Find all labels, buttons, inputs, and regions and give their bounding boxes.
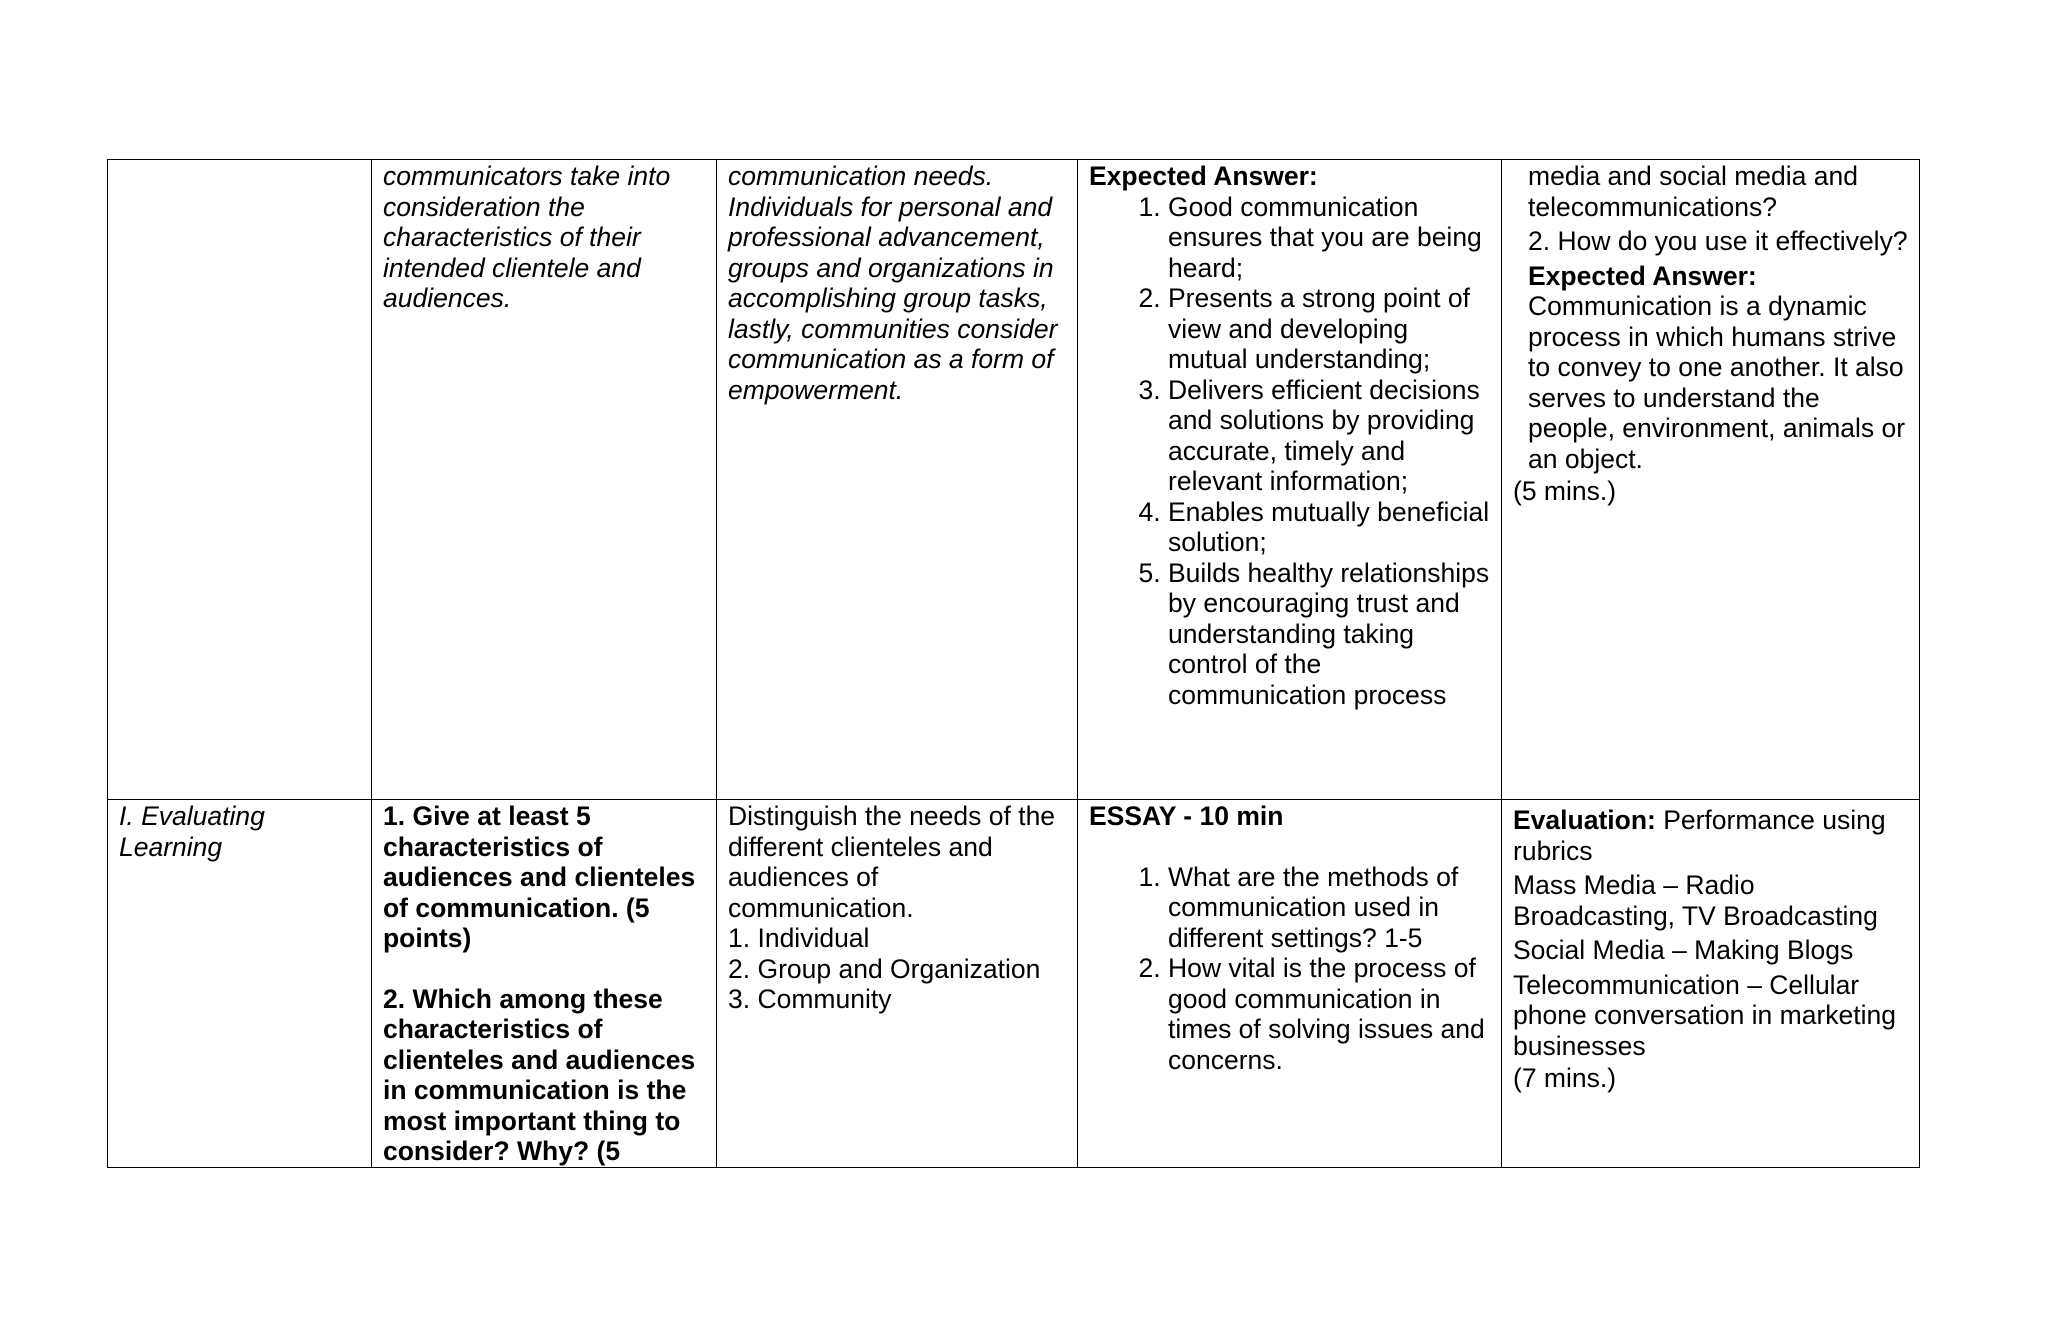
row2-col5-cell (1502, 800, 1920, 1168)
question-2: 2. How do you use it effectively? (1528, 226, 1908, 256)
time-allotment: (7 mins.) (1513, 1063, 1617, 1093)
row1-col3-text: communication needs. Individuals for personal and professional advancement, groups and organizations in accomplishing group tasks, lastly, communities consider communication as a form of empowerment. (728, 161, 1058, 405)
essay-question-list (1089, 862, 1491, 1076)
lesson-plan-table (107, 159, 1920, 1168)
list-item: 1. Good communication ensures that you are being heard; (1168, 192, 1491, 284)
question-2: 2. Which among these characteristics of clienteles and audiences in communication is the most important thing to consider? Why? (5 (383, 983, 696, 1166)
row2-col4-cell (1078, 800, 1502, 1168)
table-row (108, 800, 1920, 1168)
row1-col1-cell (108, 160, 372, 800)
row2-col2-cell (372, 800, 717, 1168)
list-item: 5. Builds healthy relationships by encouraging trust and understanding taking control of the communication process (1168, 558, 1491, 711)
list-item: 1. What are the methods of communication used in different settings? 1-5 (1168, 862, 1491, 954)
social-media-item: Social Media – Making Blogs (1513, 935, 1854, 965)
expected-answer-heading: Expected Answer: (1528, 260, 1757, 291)
list-item: 2. How vital is the process of good communication in times of solving issues and concerns. (1168, 953, 1491, 1075)
question-1: 1. Give at least 5 characteristics of audiences and clienteles of communication. (5 points) (383, 801, 696, 953)
row2-col1-cell (108, 800, 372, 1168)
list-item: 1. Individual (728, 923, 870, 953)
essay-heading: ESSAY - 10 min (1089, 801, 1284, 831)
section-label: I. Evaluating Learning (119, 801, 265, 862)
list-item: 2. Presents a strong point of view and developing mutual understanding; (1168, 283, 1491, 375)
expected-answer-list (1089, 192, 1491, 711)
evaluation-description: Performance using rubrics (1513, 805, 1886, 866)
table-row (108, 160, 1920, 800)
mass-media-item: Mass Media – Radio Broadcasting, TV Broadcasting (1513, 870, 1878, 931)
question-continuation: media and social media and telecommunications? (1528, 161, 1858, 222)
telecommunication-item: Telecommunication – Cellular phone conversation in marketing businesses (1513, 969, 1897, 1061)
row1-col3-cell (717, 160, 1078, 800)
row1-col2-cell (372, 160, 717, 800)
time-allotment: (5 mins.) (1513, 476, 1617, 506)
expected-answer-heading: Expected Answer: (1089, 161, 1318, 191)
row1-col2-text: communicators take into consideration the characteristics of their intended clientele and audiences. (383, 161, 671, 313)
list-item: 4. Enables mutually beneficial solution; (1168, 497, 1491, 558)
list-item: 3. Delivers efficient decisions and solutions by providing accurate, timely and relevant information; (1168, 375, 1491, 497)
row1-col4-cell (1078, 160, 1502, 800)
evaluation-label: Evaluation: (1513, 805, 1656, 835)
evaluation-text (1513, 805, 1909, 866)
needs-intro: Distinguish the needs of the different clienteles and audiences of communication. (728, 801, 1056, 923)
expected-answer-text: Communication is a dynamic process in which humans strive to convey to one another. It also serves to understand the people, environment, animals or an object. (1528, 291, 1906, 474)
list-item: 3. Community (728, 984, 892, 1014)
row1-col5-cell (1502, 160, 1920, 800)
list-item: 2. Group and Organization (728, 953, 1041, 984)
row2-col3-cell (717, 800, 1078, 1168)
